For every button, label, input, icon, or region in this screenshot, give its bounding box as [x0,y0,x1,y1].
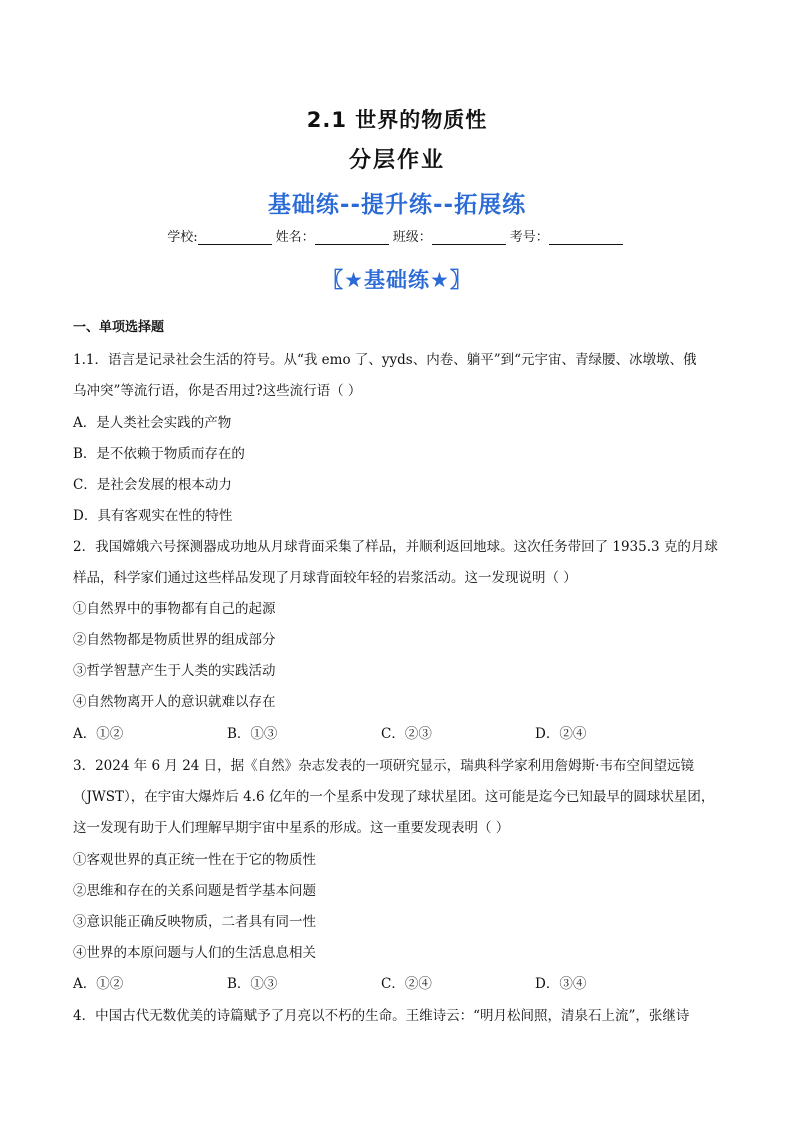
q2-options [73,722,689,742]
q2-option-a: A．①② [73,726,124,742]
q2-statement-1: ①自然界中的事物都有自己的起源 [73,601,276,617]
section-heading: 〖★基础练★〗 [322,268,472,292]
q1-option-b: B．是不依赖于物质而存在的 [73,446,245,462]
q3-options [73,972,689,992]
q3-statement-4: ④世界的本原问题与人们的生活息息相关 [73,945,316,961]
class-label: 班级： [392,230,432,245]
q3-stem-line3: 这一发现有助于人们理解早期宇宙中星系的形成。这一重要发现表明（ ） [73,820,510,836]
q4-stem-line1: 4．中国古代无数优美的诗篇赋予了月亮以不朽的生命。王维诗云：“明月松间照，清泉石上流”，张继诗 [73,1008,690,1024]
q2-statement-4: ④自然物离开人的意识就难以存在 [73,694,276,710]
q2-stem-line2: 样品，科学家们通过这些样品发现了月球背面较年轻的岩浆活动。这一发现说明（ ） [73,570,577,586]
q3-stem-line1: 3．2024 年 6 月 24 日，据《自然》杂志发表的一项研究显示，瑞典科学家利用詹姆斯·韦布空间望远镜 [73,758,694,774]
school-label: 学校: [167,230,198,245]
exam-no-blank [549,230,623,245]
doc-subtitle: 分层作业 [348,148,445,173]
doc-title: 2.1 世界的物质性 [306,108,488,132]
series-title: 基础练--提升练--拓展练 [267,192,527,218]
q2-option-d: D．②④ [535,726,587,742]
q1-stem-line2: 乌冲突”等流行语，你是否用过?这些流行语（ ） [73,383,362,399]
q3-statement-1: ①客观世界的真正统一性在于它的物质性 [73,852,316,868]
part-heading: 一、单项选择题 [73,320,165,335]
exam-no-label: 考号： [509,230,549,245]
name-label: 姓名： [275,230,315,245]
q2-statement-3: ③哲学智慧产生于人类的实践活动 [73,663,276,679]
q2-option-b: B．①③ [227,726,278,742]
q3-option-d: D．③④ [535,976,587,992]
q1-option-d: D．具有客观实在性的特性 [73,508,233,524]
q1-option-a: A．是人类社会实践的产物 [73,415,232,431]
q3-option-b: B．①③ [227,976,278,992]
q3-option-a: A．①② [73,976,124,992]
q1-option-c: C．是社会发展的根本动力 [73,477,232,493]
student-info-line [0,226,794,245]
q3-stem-line2: （JWST），在宇宙大爆炸后 4.6 亿年的一个星系中发现了球状星团。这可能是迄今已知最早的圆球状星团， [73,789,715,805]
school-blank [198,230,272,245]
q3-statement-2: ②思维和存在的关系问题是哲学基本问题 [73,883,316,899]
q1-stem-line1: 1.1．语言是记录社会生活的符号。从“我 emo 了、yyds、内卷、躺平”到“元宇宙、青绿腰、冰墩墩、俄 [73,352,697,368]
q2-statement-2: ②自然物都是物质世界的组成部分 [73,632,276,648]
q3-statement-3: ③意识能正确反映物质，二者具有同一性 [73,914,316,930]
q2-stem-line1: 2．我国嫦娥六号探测器成功地从月球背面采集了样品，并顺利返回地球。这次任务带回了 1935.3 克的月球 [73,539,718,555]
q3-option-c: C．②④ [381,976,432,992]
class-blank [432,230,506,245]
name-blank [315,230,389,245]
q2-option-c: C．②③ [381,726,432,742]
